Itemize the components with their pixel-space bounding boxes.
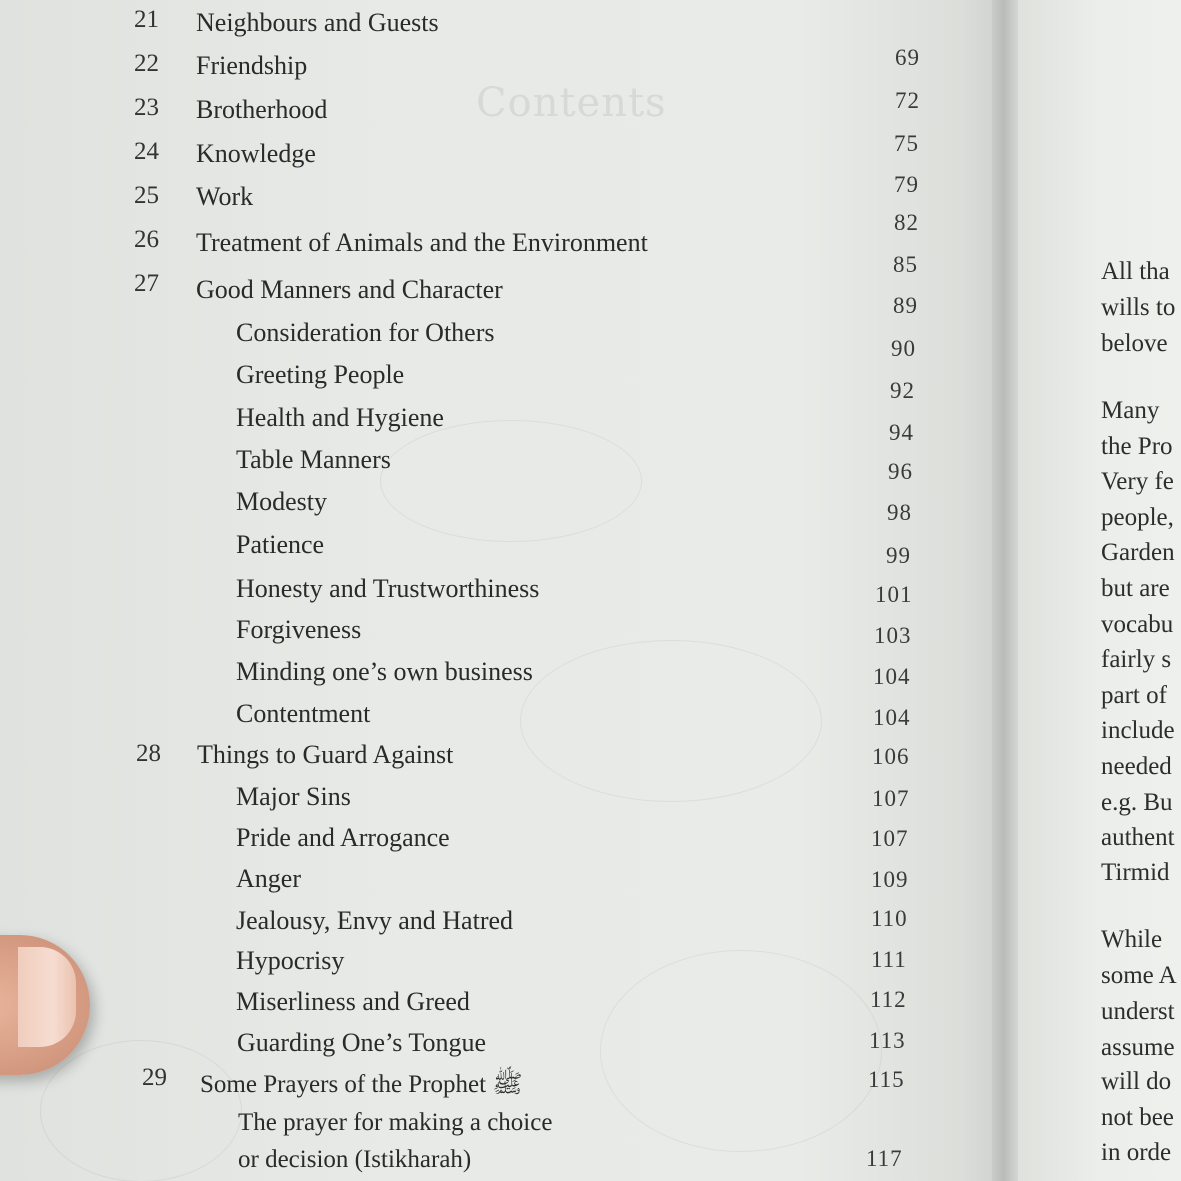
page-number: 115 (868, 1067, 905, 1092)
fingernail (18, 947, 76, 1047)
chapter-number: 22 (134, 50, 159, 77)
section-title: Jealousy, Envy and Hatred (236, 906, 514, 935)
page-number: 92 (890, 378, 915, 403)
right-page-line: While (1101, 926, 1163, 953)
chapter-number: 26 (134, 226, 159, 253)
right-page-line: part of (1101, 682, 1167, 709)
right-page-line: the Pro (1101, 433, 1173, 460)
decorative-swirl (600, 950, 882, 1152)
page-number: 89 (893, 293, 918, 318)
right-page-line: not bee (1101, 1104, 1174, 1131)
section-title: The prayer for making a choice (238, 1109, 553, 1136)
page-number: 117 (866, 1146, 903, 1171)
book-gutter (992, 0, 1018, 1181)
chapter-number: 25 (134, 182, 159, 209)
chapter-title: Some Prayers of the Prophet ﷺ (200, 1071, 523, 1098)
section-title: Health and Hygiene (236, 403, 444, 432)
page-number: 101 (875, 582, 913, 607)
page-number: 94 (889, 420, 914, 445)
page-number: 82 (894, 210, 919, 235)
section-title: Forgiveness (236, 615, 362, 644)
decorative-swirl (520, 640, 822, 802)
section-title: Contentment (236, 699, 371, 728)
right-page-line: Tirmid (1101, 859, 1170, 886)
chapter-title: Good Manners and Character (196, 275, 503, 304)
section-title: Pride and Arrogance (236, 823, 450, 852)
decorative-swirl (40, 1040, 242, 1181)
right-page-line: assume (1101, 1034, 1175, 1061)
right-page-line: vocabu (1101, 611, 1174, 638)
page-number: 72 (895, 88, 920, 113)
right-page-line: authent (1101, 824, 1175, 851)
right-page-line: belove (1101, 330, 1168, 357)
chapter-title: Knowledge (196, 139, 316, 168)
chapter-number: 28 (136, 740, 161, 767)
section-title: Patience (236, 530, 325, 559)
section-title: Guarding One’s Tongue (237, 1028, 486, 1057)
chapter-title: Brotherhood (196, 95, 328, 124)
section-title: Consideration for Others (236, 318, 495, 347)
right-page-line: All tha (1101, 258, 1170, 285)
page-number: 104 (873, 664, 911, 689)
right-page-line: include (1101, 717, 1175, 744)
page-number: 75 (894, 131, 919, 156)
right-page-line: people, (1101, 504, 1174, 531)
page-number: 106 (872, 744, 910, 769)
page-number: 98 (887, 500, 912, 525)
right-page-line: fairly s (1101, 646, 1172, 673)
chapter-title: Friendship (196, 51, 308, 80)
section-title: Greeting People (236, 360, 405, 389)
page-number: 99 (886, 543, 911, 568)
chapter-number: 24 (134, 138, 159, 165)
right-page-line: in orde (1101, 1139, 1172, 1166)
right-page-line: underst (1101, 998, 1175, 1025)
chapter-number: 21 (134, 6, 159, 33)
section-title: or decision (Istikharah) (238, 1146, 472, 1173)
page-number: 107 (871, 826, 909, 851)
chapter-title: Treatment of Animals and the Environment (196, 228, 648, 257)
page-number: 111 (871, 947, 907, 972)
page-number: 112 (870, 987, 907, 1012)
page-number: 113 (869, 1028, 906, 1053)
section-title: Minding one’s own business (236, 657, 533, 686)
section-title: Table Manners (236, 445, 391, 474)
chapter-title: Things to Guard Against (197, 740, 454, 769)
page-number: 103 (874, 623, 912, 648)
section-title: Miserliness and Greed (236, 987, 470, 1016)
section-title: Major Sins (236, 782, 351, 811)
page-number: 69 (895, 45, 920, 70)
page-number: 104 (873, 705, 911, 730)
show-through-heading: Contents (476, 80, 667, 126)
chapter-title: Neighbours and Guests (196, 8, 439, 37)
right-page-line: wills to (1101, 294, 1176, 321)
right-page-line: e.g. Bu (1101, 789, 1173, 816)
right-page-line: Garden (1101, 539, 1175, 566)
page-number: 109 (871, 867, 909, 892)
right-page-line: will do (1101, 1068, 1172, 1095)
right-page-line: but are (1101, 575, 1170, 602)
page-number: 85 (893, 252, 918, 277)
chapter-number: 27 (134, 270, 159, 297)
section-title: Hypocrisy (236, 946, 345, 975)
page-number: 110 (871, 906, 908, 931)
chapter-number: 23 (134, 94, 159, 121)
page-number: 107 (872, 786, 910, 811)
right-page-line: needed (1101, 753, 1172, 780)
decorative-swirl (380, 420, 642, 542)
chapter-number: 29 (142, 1064, 167, 1091)
page-number: 79 (894, 172, 919, 197)
right-page-line: Very fe (1101, 468, 1174, 495)
section-title: Honesty and Trustworthiness (236, 574, 540, 603)
right-page-line: some A (1101, 962, 1177, 989)
chapter-title: Work (196, 182, 254, 211)
section-title: Anger (236, 864, 301, 893)
right-page-line: Many (1101, 397, 1160, 424)
page-number: 90 (891, 336, 916, 361)
section-title: Modesty (236, 487, 327, 516)
page-number: 96 (888, 459, 913, 484)
